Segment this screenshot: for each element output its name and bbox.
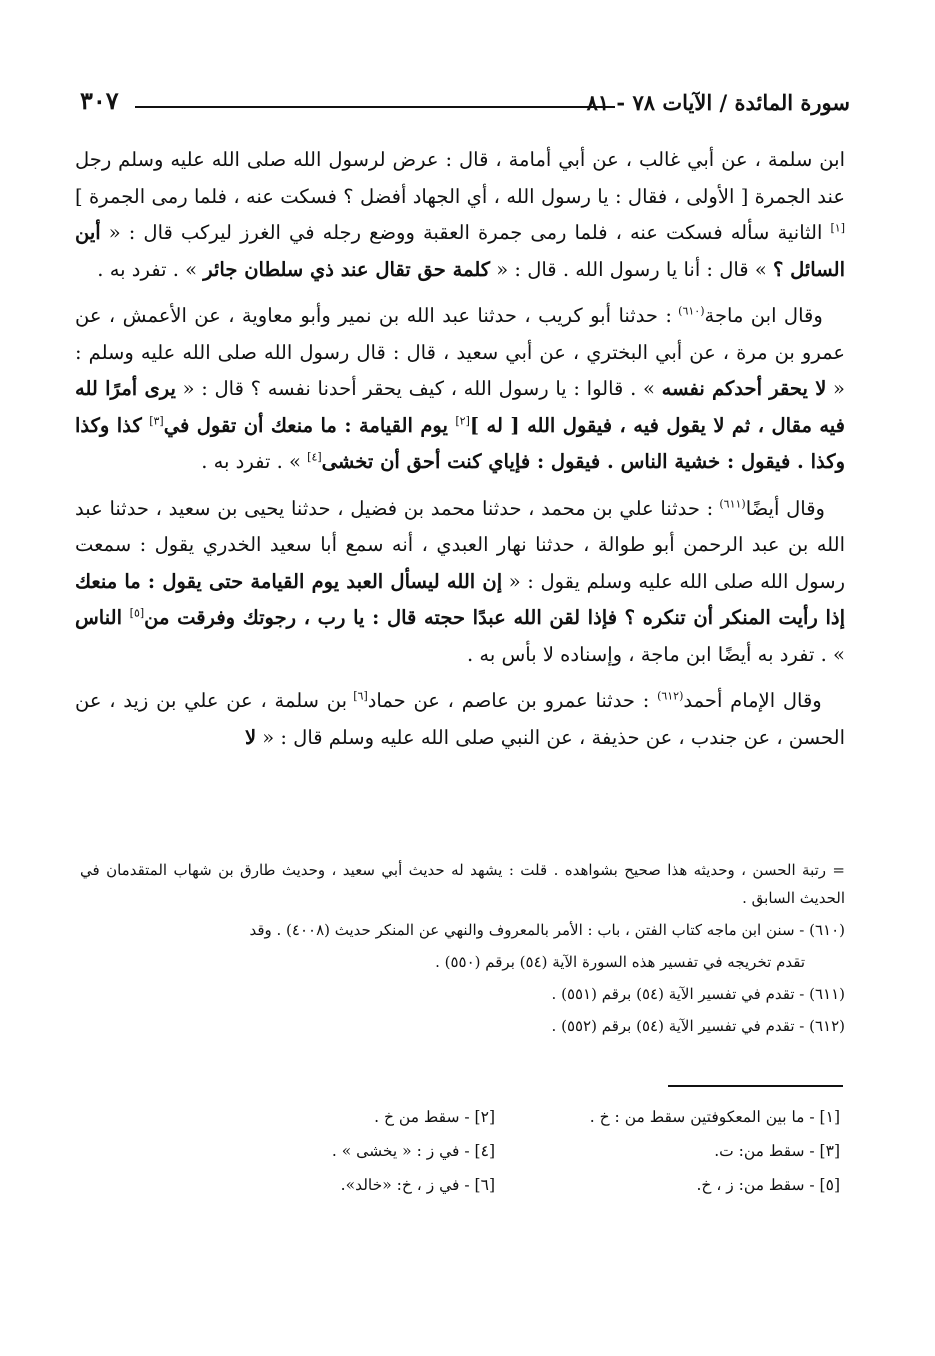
note-marker: [٦] [353,689,368,703]
apparatus-note-6: [٦] - في ز ، خ: «خالد». [340,1176,495,1194]
critical-apparatus [150,1100,840,1202]
footnotes [80,856,845,1044]
hadith-text: لا يحقر أحدكم نفسه [661,377,827,400]
text: : حدثنا عمرو بن عاصم ، عن حماد [367,689,658,712]
footnote-612: (٦١٢) - تقدم في تفسير الآية (٥٤) برقم (٥٥٢) . [551,1017,845,1035]
note-marker: [٢] [455,414,470,427]
footnote-continued: = رتبة الحسن ، وحديثه هذا صحيح بشواهده . قلت : يشهد له حديث أبي سعيد ، وحديث طارق بن شهاب المتقدمان في الحديث السابق . [80,861,845,907]
text: : حدثنا أبو كريب ، حدثنا عبد الله بن نمير وأبو معاوية ، عن الأعمش ، عن عمرو بن مرة ، عن أبي البختري ، عن أبي سعيد ، قال : قال رسول الله صلى الله عليه وسلم : « [75,304,845,400]
text: الثانية سأله فسكت عنه ، فلما رمى جمرة العقبة ووضع رجله في الغرز ليركب قال : « [100,221,831,244]
apparatus-row [150,1168,840,1202]
apparatus-note-1: [١] - ما بين المعكوفتين سقط من : خ . [589,1108,840,1126]
main-text [75,142,845,766]
text: وقال ابن ماجة [704,304,823,327]
header-rule [135,106,615,108]
text: وقال الإمام أحمد [683,689,822,712]
paragraph-4 [75,683,845,756]
text: » . قالوا : يا رسول الله ، كيف يحقر أحدنا نفسه ؟ قال : « [175,377,662,400]
text: » قال : أنا يا رسول الله . قال : « [490,257,773,281]
footnote-ref: (٦١١) [719,497,746,510]
text: » . تفرد به . [201,450,308,473]
footnote-611: (٦١١) - تقدم في تفسير الآية (٥٤) برقم (٥٥١) . [551,985,845,1003]
hadith-text: لا [244,725,257,749]
paragraph-3 [75,491,845,674]
hadith-text: يوم القيامة : ما منعك أن تقول في [163,413,456,437]
apparatus-note-4: [٤] - في ز : « يخشى » . [331,1142,495,1160]
footnote-ref: (٦١٠) [678,304,705,318]
page-header [80,86,850,126]
apparatus-note-2: [٢] - سقط من خ . [374,1108,495,1126]
paragraph-2 [75,298,845,481]
note-marker: [٣] [149,414,164,427]
hadith-text: أين السائل ؟ [75,221,845,281]
apparatus-row [150,1100,840,1134]
apparatus-row [150,1134,840,1168]
hadith-text: إن الله ليسأل العبد يوم القيامة حتى يقول : ما منعك إذا رأيت المنكر أن تنكره ؟ فإذا لقن الله عبدًا حجته قال : يا رب ، رجوتك وفرقت من [75,569,846,629]
apparatus-note-3: [٣] - سقط من: ت. [714,1142,840,1160]
text: وقال أيضًا [745,496,825,520]
hadith-text: الناس [75,606,130,629]
note-marker: [١] [830,221,845,235]
apparatus-note-5: [٥] - سقط من: ز ، خ. [696,1176,840,1194]
footnote-610: (٦١٠) - سنن ابن ماجه كتاب الفتن ، باب : الأمر بالمعروف والنهي عن المنكر حديث (٤٠٠٨) . وقد [249,921,845,939]
hadith-text: يرى أمرًا لله فيه مقال ، ثم لا يقول فيه ، فيقول الله [ له ] [75,377,846,437]
footnote-ref: (٦١٢) [657,689,684,703]
apparatus-separator [668,1085,843,1087]
hadith-text: كذا وكذا وكذا . فيقول : خشية الناس . فيقول : فإياي كنت أحق أن تخشى [75,413,845,473]
text: بن سلمة ، عن علي بن زيد ، عن الحسن ، عن جندب ، عن حذيفة ، عن النبي صلى الله عليه وسلم قال : « [75,689,845,749]
paragraph-1 [75,142,845,288]
footnote-610-continued: تقدم تخريجه في تفسير هذه السورة الآية (٥٤) برقم (٥٥٠) . [435,953,805,971]
text: » . تفرد به . [97,257,204,281]
text: ابن سلمة ، عن أبي غالب ، عن أبي أمامة ، قال : عرض لرسول الله صلى الله عليه وسلم رجل عند الجمرة [ الأولى ، فقال : يا رسول الله ، أي الجهاد أفضل ؟ فسكت عنه ، فلما رمى الجمرة ] [75,148,845,208]
running-title: سورة المائدة / الآيات ٧٨ - ٨١ [586,90,850,115]
note-marker: [٥] [129,606,145,620]
page-number: ٣٠٧ [80,86,119,115]
text: : حدثنا علي بن محمد ، حدثنا محمد بن فضيل ، حدثنا يحيى بن سعيد ، حدثنا عبد الله بن عبد الرحمن أبو طوالة ، حدثنا نهار العبدي ، أنه سمع أبا سعيد الخدري يقول : سمعت رسول الله صلى الله عليه وسلم يقول : « [75,496,845,593]
note-marker: [٤] [307,450,322,464]
text: » . تفرد به أيضًا ابن ماجة ، وإسناده لا بأس به . [467,642,845,666]
hadith-text: كلمة حق تقال عند ذي سلطان جائر [203,257,491,281]
